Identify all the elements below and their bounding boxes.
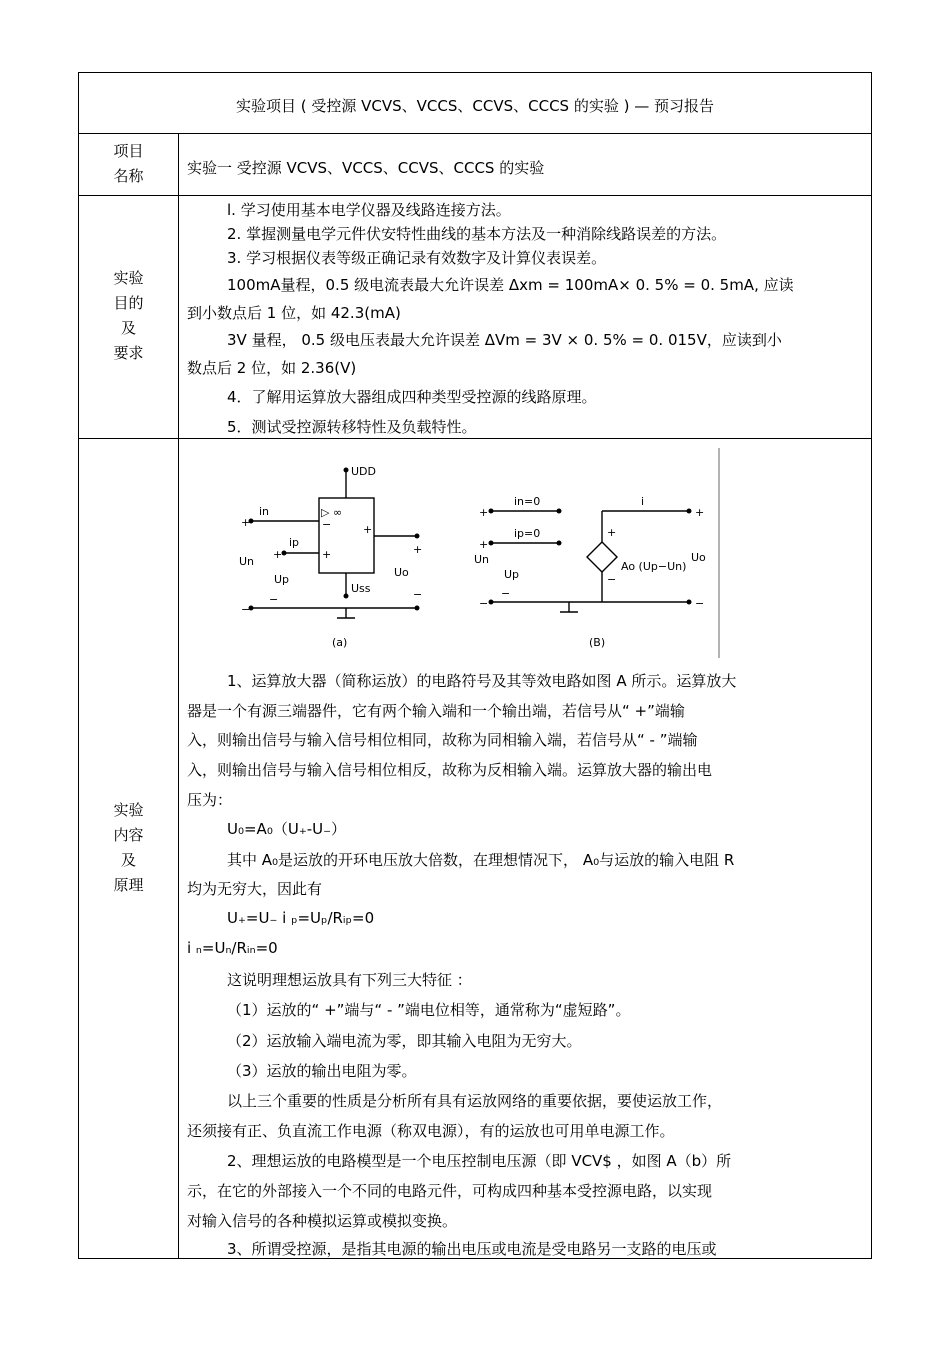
content-line: 其中 A₀是运放的开环电压放大倍数，在理想情况下， A₀与运放的输入电阻 R	[227, 851, 735, 869]
purpose-line: 4．了解用运算放大器组成四种类型受控源的线路原理。	[227, 388, 597, 406]
purpose-label-line: 及	[120, 319, 136, 337]
opamp-circuit-diagram	[229, 448, 729, 663]
svg-text:+: +	[363, 523, 373, 536]
row-divider	[79, 438, 871, 439]
svg-text:−: −	[501, 587, 511, 600]
row-divider	[79, 133, 871, 134]
fig-b-source: Ao (Up−Un)	[621, 560, 687, 573]
content-label	[79, 798, 178, 898]
content-line: U₀=A₀（U₊-U₋）	[227, 820, 347, 838]
svg-text:−: −	[322, 518, 332, 531]
fig-a-uss: Uss	[351, 582, 371, 595]
fig-a-uo: Uo	[394, 566, 409, 579]
purpose-label-line: 目的	[113, 294, 144, 312]
fig-b-uo: Uo	[691, 551, 706, 564]
purpose-line: 100mA量程，0.5 级电流表最大允许误差 Δxm = 100mA× 0. 5% = 0. 5mA, 应读	[227, 276, 794, 294]
purpose-label-line: 实验	[113, 269, 144, 287]
project-name: 实验一 受控源 VCVS、VCCS、CCVS、CCCS 的实验	[187, 159, 545, 177]
content-line: 2、理想运放的电路模型是一个电压控制电压源（即 VCV$ ，如图 A（b）所	[227, 1152, 732, 1170]
content-line: （1）运放的“ +”端与“ - ”端电位相等，通常称为“虚短路”。	[227, 1001, 631, 1019]
purpose-line: l. 学习使用基本电学仪器及线路连接方法。	[227, 201, 511, 219]
report-title: 实验项目 ( 受控源 VCVS、VCCS、CCVS、CCCS 的实验 ) — 预习报告	[235, 97, 714, 115]
svg-text:+: +	[273, 548, 283, 561]
fig-a-caption: (a)	[332, 636, 348, 649]
fig-a-in: in	[259, 505, 270, 518]
content-line: 以上三个重要的性质是分析所有具有运放网络的重要依据，要使运放工作，	[227, 1092, 723, 1110]
content-line: 示，在它的外部接入一个不同的电路元件，可构成四种基本受控源电路，以实现	[187, 1182, 713, 1200]
fig-b-ip0: ip=0	[514, 527, 541, 540]
content-line: i ₙ=Uₙ/Rᵢₙ=0	[187, 939, 278, 957]
svg-text:−: −	[479, 597, 489, 610]
content-line: 1、运算放大器（简称运放）的电路符号及其等效电路如图 A 所示。运算放大	[227, 672, 737, 690]
content-line: （2）运放输入端电流为零，即其输入电阻为无穷大。	[227, 1032, 582, 1050]
svg-text:+: +	[413, 543, 423, 556]
fig-a-ip: ip	[289, 536, 300, 549]
content-label-line: 内容	[113, 826, 144, 844]
fig-b-i: i	[641, 495, 645, 508]
content-line: 对输入信号的各种模拟运算或模拟变换。	[187, 1212, 458, 1230]
fig-b-up: Up	[504, 568, 520, 581]
svg-text:+: +	[241, 516, 251, 529]
row-divider	[79, 195, 871, 196]
content-line: 入，则输出信号与输入信号相位相同，故称为同相输入端，若信号从“ - ”端输	[187, 731, 698, 749]
purpose-line: 到小数点后 1 位，如 42.3(mA)	[187, 304, 401, 322]
project-label-line: 名称	[113, 167, 144, 185]
fig-b-in0: in=0	[514, 495, 541, 508]
purpose-label	[79, 266, 178, 366]
content-line: 入，则输出信号与输入信号相位相反，故称为反相输入端。运算放大器的输出电	[187, 761, 713, 779]
content-line: 3、所谓受控源，是指其电源的输出电压或电流是受电路另一支路的电压或	[227, 1240, 717, 1258]
content-label-line: 及	[120, 851, 136, 869]
fig-a-up: Up	[274, 573, 290, 586]
svg-text:−: −	[413, 588, 423, 601]
svg-text:+: +	[322, 548, 332, 561]
svg-text:+: +	[695, 506, 705, 519]
svg-text:+: +	[479, 506, 489, 519]
content-line: 均为无穷大，因此有	[187, 880, 323, 898]
purpose-line: 3. 学习根据仪表等级正确记录有效数字及计算仪表误差。	[227, 249, 607, 267]
fig-a-inf: ▷ ∞	[321, 506, 343, 519]
svg-text:−: −	[695, 597, 705, 610]
svg-text:−: −	[269, 593, 279, 606]
content-label-line: 原理	[113, 876, 144, 894]
fig-a-un: Un	[239, 555, 255, 568]
svg-text:−: −	[607, 573, 617, 586]
content-line: 这说明理想运放具有下列三大特征 ：	[227, 971, 472, 989]
purpose-label-line: 要求	[113, 344, 144, 362]
purpose-line: 5．测试受控源转移特性及负载特性。	[227, 418, 477, 436]
project-label-line: 项目	[113, 142, 144, 160]
content-label-line: 实验	[113, 801, 144, 819]
content-line: 还须接有正、负直流工作电源（称双电源），有的运放也可用单电源工作。	[187, 1122, 675, 1140]
fig-b-un: Un	[474, 553, 490, 566]
content-line: （3）运放的输出电阻为零。	[227, 1062, 417, 1080]
purpose-line: 2. 掌握测量电学元件伏安特性曲线的基本方法及一种消除线路误差的方法。	[227, 225, 727, 243]
content-line: 器是一个有源三端器件，它有两个输入端和一个输出端，若信号从“ +”端输	[187, 702, 685, 720]
svg-text:+: +	[607, 526, 617, 539]
report-table	[78, 72, 872, 1259]
content-line: 压为：	[187, 791, 233, 809]
content-line: U₊=U₋ i ₚ=Uₚ/Rᵢₚ=0	[227, 909, 375, 927]
svg-text:−: −	[241, 603, 251, 616]
column-divider	[178, 133, 179, 1258]
purpose-line: 3V 量程， 0.5 级电压表最大允许误差 ΔVm = 3V × 0. 5% = 0. 015V，应读到小	[227, 331, 782, 349]
fig-a-udd: UDD	[351, 465, 376, 478]
purpose-line: 数点后 2 位，如 2.36(V)	[187, 359, 357, 377]
project-label	[79, 139, 178, 189]
svg-text:+: +	[479, 538, 489, 551]
fig-b-caption: (B)	[589, 636, 606, 649]
